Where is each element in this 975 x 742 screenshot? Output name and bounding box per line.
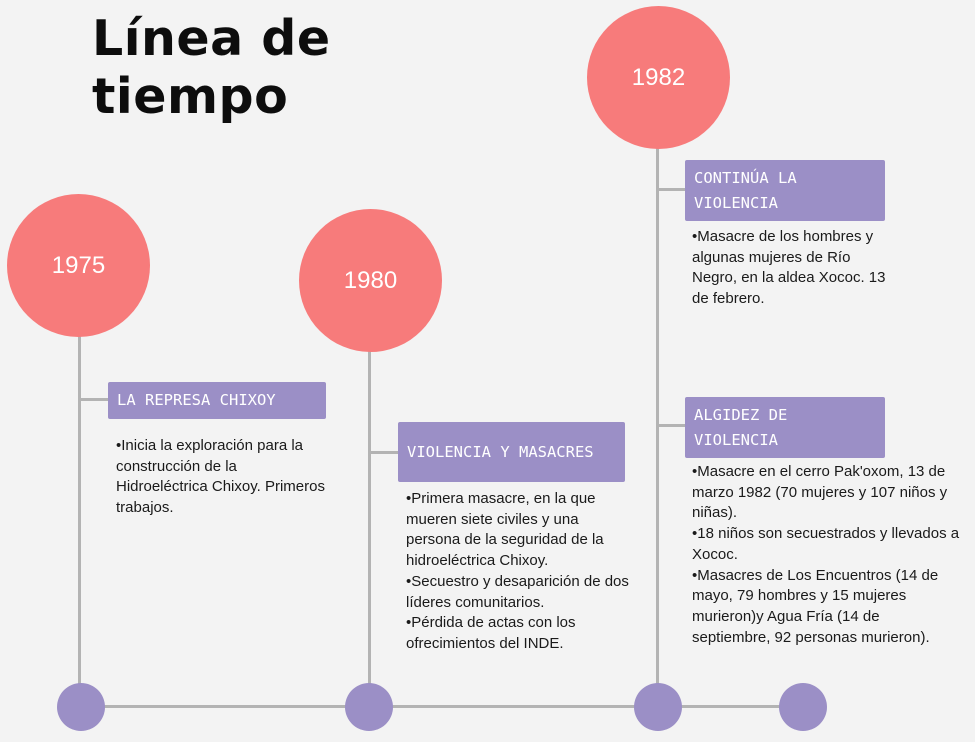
timeline-dot-1 bbox=[57, 683, 105, 731]
event-heading-algidez-violencia: ALGIDEZ DE VIOLENCIA bbox=[685, 397, 885, 458]
stem-1980 bbox=[368, 345, 371, 707]
event-item: •Masacre de los hombres y algunas mujeres de Río Negro, en la aldea Xococ. 13 de febrero. bbox=[692, 228, 886, 308]
year-label: 1982 bbox=[631, 63, 686, 91]
event-item: •Pérdida de actas con los ofrecimientos del INDE. bbox=[406, 614, 576, 652]
event-item: •Masacre en el cerro Pak'oxom, 13 de marzo 1982 (70 mujeres y 107 niños y niñas). bbox=[692, 463, 948, 522]
event-item: •Primera masacre, en la que mueren siete civiles y una persona de la seguridad de la hidroeléctrica Chixoy. bbox=[406, 490, 604, 570]
year-label: 1975 bbox=[51, 251, 106, 279]
event-heading-violencia-masacres: VIOLENCIA Y MASACRES bbox=[398, 422, 625, 482]
year-circle-1982 bbox=[587, 6, 730, 149]
event-description-1982-b bbox=[692, 462, 962, 648]
year-label: 1980 bbox=[343, 266, 398, 294]
timeline-dot-4 bbox=[779, 683, 827, 731]
event-description-1980 bbox=[406, 489, 630, 655]
stem-1982 bbox=[656, 140, 659, 706]
connector-1982-a bbox=[658, 188, 688, 191]
stem-1975 bbox=[78, 320, 81, 706]
event-description-1982-a bbox=[692, 227, 897, 310]
page-title bbox=[92, 10, 331, 126]
event-heading-represa-chixoy: LA REPRESA CHIXOY bbox=[108, 382, 326, 419]
timeline-baseline bbox=[80, 705, 804, 708]
timeline-dot-3 bbox=[634, 683, 682, 731]
title-line-1: Línea de bbox=[92, 10, 331, 67]
event-heading-continua-violencia: CONTINÚA LA VIOLENCIA bbox=[685, 160, 885, 221]
event-item: •Secuestro y desaparición de dos líderes comunitarios. bbox=[406, 572, 629, 611]
title-line-2: tiempo bbox=[92, 68, 289, 125]
year-circle-1980 bbox=[299, 209, 442, 352]
event-item: •Inicia la exploración para la construcción de la Hidroeléctrica Chixoy. Primeros trabajos. bbox=[116, 437, 325, 517]
event-item: •18 niños son secuestrados y llevados a Xococ. bbox=[692, 525, 960, 563]
event-description-1975 bbox=[116, 436, 331, 519]
event-item: •Masacres de Los Encuentros (14 de mayo, 79 hombres y 15 mujeres murieron)y Agua Fría (14 de septiembre, 92 personas murieron). bbox=[692, 566, 939, 646]
year-circle-1975 bbox=[7, 194, 150, 337]
timeline-dot-2 bbox=[345, 683, 393, 731]
connector-1982-b bbox=[658, 424, 688, 427]
